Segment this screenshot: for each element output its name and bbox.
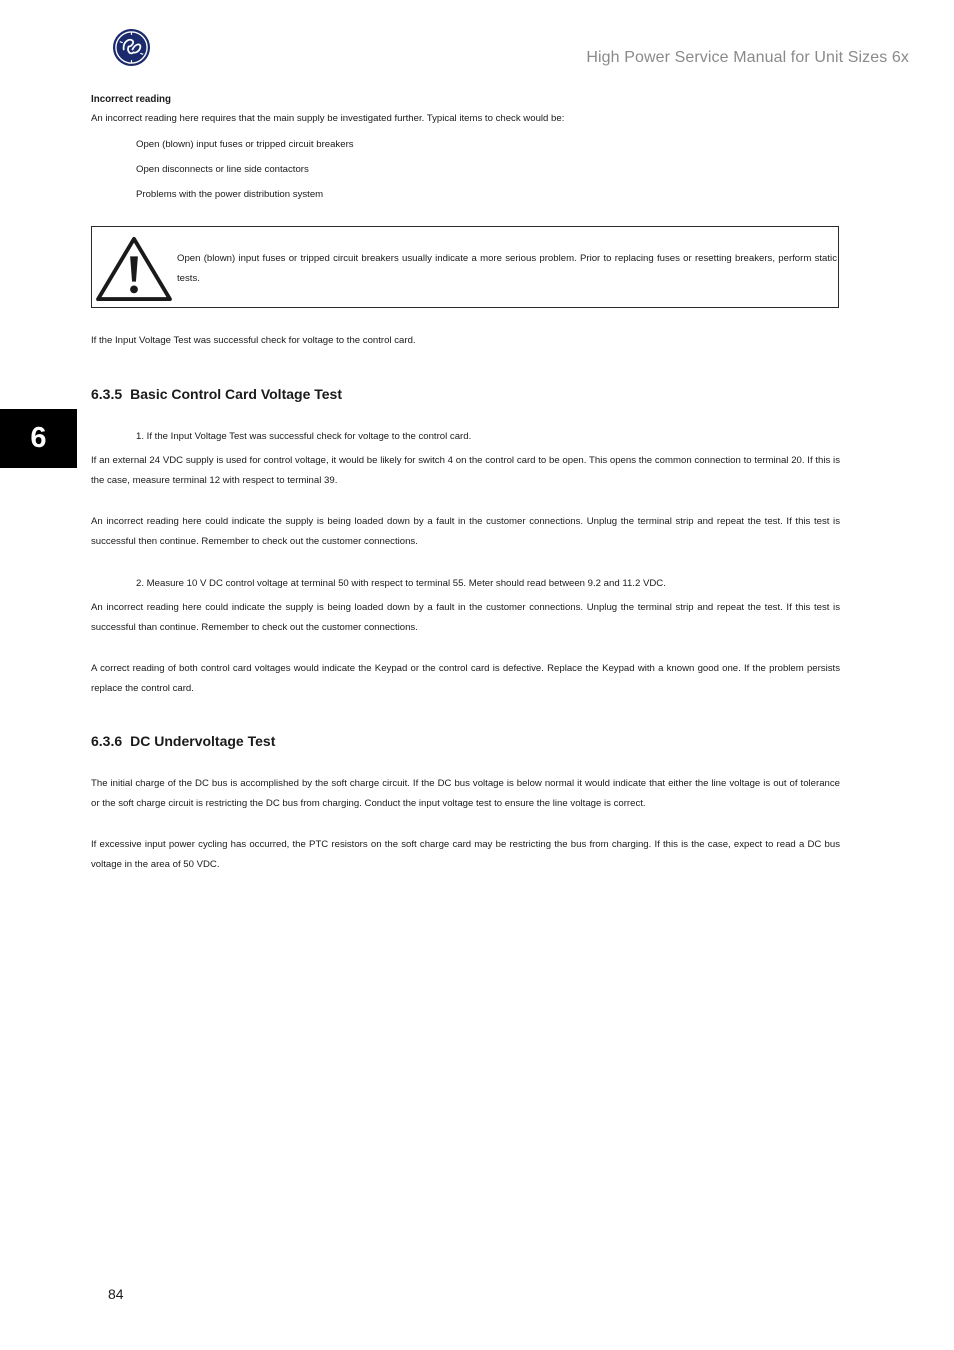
warning-triangle-icon bbox=[95, 235, 173, 303]
paragraph: An incorrect reading here could indicate the supply is being loaded down by a fault in the customer connections. Unplug the terminal strip and repeat the test. If this test is successful then continue. Remember to check out the customer connections. bbox=[91, 516, 840, 547]
list-item: Open disconnects or line side contactors bbox=[136, 164, 309, 175]
paragraph: The initial charge of the DC bus is accomplished by the soft charge circuit. If the DC bus voltage is below normal it would indicate that either the line voltage is out of tolerance or the soft charge circuit is restricting the DC bus from charging. Conduct the input voltage test to ensure the line voltage is correct. bbox=[91, 778, 840, 809]
section-number: 6.3.5 bbox=[91, 386, 123, 402]
chapter-tab: 6 bbox=[0, 409, 77, 468]
warning-text: Open (blown) input fuses or tripped circuit breakers usually indicate a more serious problem. Prior to replacing fuses or resetting breakers, perform static tests. bbox=[177, 253, 837, 284]
incorrect-reading-intro: An incorrect reading here requires that the main supply be investigated further. Typical items to check would be: bbox=[91, 113, 565, 124]
paragraph: If an external 24 VDC supply is used for control voltage, it would be likely for switch 4 on the control card to be open. This opens the common connection to terminal 20. If this is the case, measure terminal 12 with respect to terminal 39. bbox=[91, 455, 840, 486]
paragraph: If excessive input power cycling has occurred, the PTC resistors on the soft charge card may be restricting the bus from charging. If this is the case, expect to read a DC bus voltage in the area of 50 VDC. bbox=[91, 839, 840, 870]
paragraph: An incorrect reading here could indicate the supply is being loaded down by a fault in the customer connections. Unplug the terminal strip and repeat the test. If this test is successful than continue. Remember to check out the customer connections. bbox=[91, 602, 840, 633]
section-heading-6-3-5 bbox=[91, 386, 342, 402]
page-number: 84 bbox=[108, 1286, 124, 1302]
warning-box bbox=[91, 226, 839, 308]
list-item: Open (blown) input fuses or tripped circuit breakers bbox=[136, 139, 354, 150]
step-1: 1. If the Input Voltage Test was successful check for voltage to the control card. bbox=[136, 431, 472, 442]
section-title: DC Undervoltage Test bbox=[130, 733, 276, 749]
section-number: 6.3.6 bbox=[91, 733, 123, 749]
paragraph: A correct reading of both control card voltages would indicate the Keypad or the control card is defective. Replace the Keypad with a known good one. If the problem persists replace the control card. bbox=[91, 663, 840, 694]
after-warning-text: If the Input Voltage Test was successful check for voltage to the control card. bbox=[91, 335, 416, 346]
incorrect-reading-heading: Incorrect reading bbox=[91, 94, 172, 105]
step-2: 2. Measure 10 V DC control voltage at terminal 50 with respect to terminal 55. Meter should read between 9.2 and 11.2 VDC. bbox=[136, 578, 666, 589]
header-title: High Power Service Manual for Unit Sizes 6x bbox=[586, 49, 909, 66]
section-heading-6-3-6 bbox=[91, 733, 275, 749]
ge-logo bbox=[112, 28, 151, 67]
section-title: Basic Control Card Voltage Test bbox=[130, 386, 342, 402]
list-item: Problems with the power distribution system bbox=[136, 189, 324, 200]
